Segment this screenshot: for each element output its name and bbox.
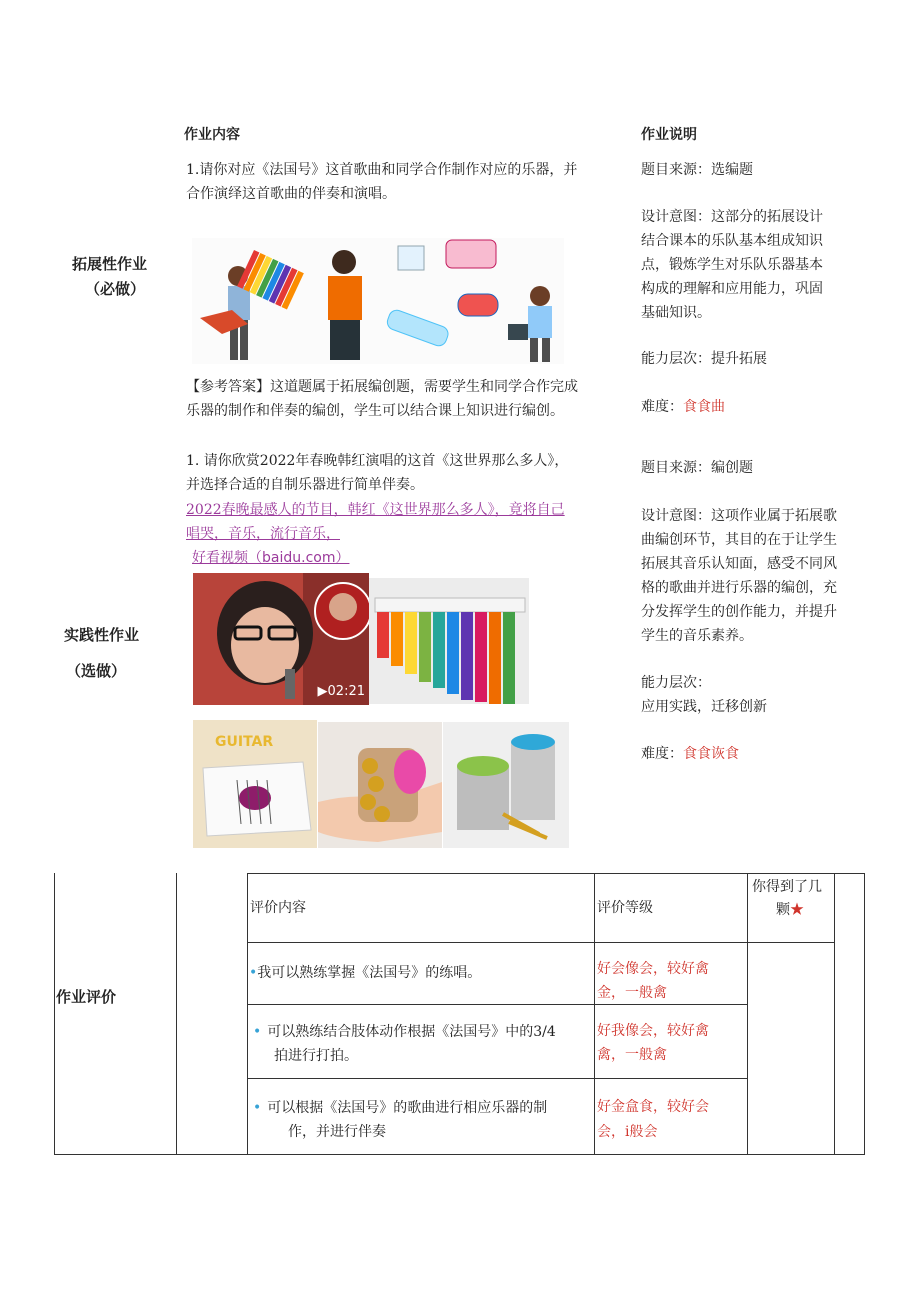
eval-header-grade: 评价等级 (597, 900, 653, 916)
eval-table-top-border (247, 873, 865, 874)
section1-intent-5: 基础知识。 (641, 305, 711, 321)
eval-table-divider (834, 873, 835, 1155)
content-header: 作业内容 (184, 127, 240, 143)
eval-table-header-border (247, 942, 834, 943)
eval-row3-content-line1 (253, 1096, 547, 1120)
section2-difficulty (641, 742, 739, 766)
evaluation-label: 作业评价 (56, 988, 117, 1006)
eval-header-content: 评价内容 (250, 900, 306, 916)
eval-header-stars-text: 颗 (776, 902, 790, 918)
eval-row1-grade-line1: 好会像会，较好禽 (597, 961, 709, 977)
eval-row2-content-line1 (253, 1020, 556, 1044)
section2-level-label: 能力层次： (641, 675, 711, 691)
section1-label: 拓展性作业 (72, 255, 148, 273)
instruments-image (192, 238, 564, 364)
difficulty-label: 难度： (641, 399, 683, 415)
section1-level: 能力层次：提升拓展 (641, 351, 767, 367)
section2-intent-1: 设计意图：这项作业属于拓展歌 (641, 508, 837, 524)
eval-row1-grade-line2: 金，一般禽 (597, 985, 667, 1001)
section2-sublabel: （选做） (66, 662, 127, 680)
section2-intent-2: 曲编创环节，其目的在于让学生 (641, 532, 837, 548)
eval-row2-content-line2: 拍进行打拍。 (274, 1048, 358, 1064)
video-duration: ▶02:21 (317, 684, 365, 699)
section2-question-line2: 并选择合适的自制乐器进行简单伴奏。 (186, 477, 424, 493)
eval-row2-text: 可以熟练结合肢体动作根据《法国号》中的3/4 (267, 1024, 556, 1040)
eval-row2-grade-line2: 禽，一般禽 (597, 1047, 667, 1063)
video-link-line3[interactable]: 好看视频（baidu.com） (192, 550, 350, 566)
section1-intent-4: 构成的理解和应用能力，巩固 (641, 281, 823, 297)
section1-intent-2: 结合课本的乐队基本组成知识 (641, 233, 823, 249)
bell-bracelet-image (318, 722, 442, 848)
eval-header-stars-line2 (776, 898, 804, 922)
eval-row2-grade-line1: 好我像会，较好禽 (597, 1023, 709, 1039)
section1-sublabel: （必做） (85, 280, 146, 298)
eval-table-divider (247, 873, 248, 1155)
section2-intent-4: 格的歌曲并进行乐器的编创，充 (641, 580, 837, 596)
section1-intent-3: 点，锻炼学生对乐队乐器基本 (641, 257, 823, 273)
eval-header-stars-line1: 你得到了几 (752, 879, 822, 895)
section2-intent-5: 分发挥学生的创作能力，并提升 (641, 604, 837, 620)
eval-table-divider (747, 873, 748, 1155)
bullet-icon: • (253, 1100, 262, 1116)
section1-answer-line1: 【参考答案】这道题属于拓展编创题，需要学生和同学合作完成 (186, 379, 578, 395)
section1-answer-line2: 乐器的制作和伴奏的编创，学生可以结合课上知识进行编创。 (186, 403, 564, 419)
video-link-line2[interactable]: 唱哭，音乐，流行音乐， (186, 526, 340, 542)
difficulty-value: 食食诙食 (683, 746, 739, 762)
section2-intent-6: 学生的音乐素养。 (641, 628, 753, 644)
section1-question-line2: 合作演绎这首歌曲的伴奏和演唱。 (186, 186, 396, 202)
section2-source: 题目来源：编创题 (641, 460, 753, 476)
video-link-line1[interactable]: 2022春晚最感人的节目，韩红《这世界那么多人》，竟将自己 (186, 502, 565, 518)
section2-label: 实践性作业 (64, 626, 140, 644)
section2-level-value: 应用实践，迁移创新 (641, 699, 767, 715)
section2-intent-3: 拓展其音乐认知面，感受不同风 (641, 556, 837, 572)
eval-table-right-border (864, 873, 865, 1155)
notes-header: 作业说明 (641, 127, 697, 143)
svg-text:GUITAR: GUITAR (215, 734, 274, 750)
eval-row3-grade-line2: 会，i般会 (597, 1124, 658, 1140)
eval-table-left-border (54, 873, 55, 1155)
section1-source: 题目来源：选编题 (641, 162, 753, 178)
eval-row3-grade-line1: 好金盒食，较好会 (597, 1099, 709, 1115)
star-icon: ★ (790, 902, 804, 918)
eval-table-divider (176, 873, 177, 1155)
eval-table-divider (594, 873, 595, 1155)
eval-row3-content-line2: 作，并进行伴奏 (288, 1124, 386, 1140)
video-thumbnail[interactable] (193, 573, 369, 705)
difficulty-value: 食食曲 (683, 399, 725, 415)
difficulty-label: 难度： (641, 746, 683, 762)
eval-row3-text: 可以根据《法国号》的歌曲进行相应乐器的制 (267, 1100, 548, 1116)
section2-question-line1: 1. 请你欣赏2022年春晚韩红演唱的这首《这世界那么多人》， (186, 453, 569, 469)
bullet-icon: • (253, 1024, 262, 1040)
section1-difficulty (641, 395, 725, 419)
section1-intent-1: 设计意图：这部分的拓展设计 (641, 209, 823, 225)
eval-table-row-border (247, 1078, 747, 1079)
eval-table-row-border (247, 1004, 747, 1005)
drum-cans-image (443, 722, 569, 848)
guitar-box-image (193, 720, 317, 848)
section1-question-line1: 1.请你对应《法国号》这首歌曲和同学合作制作对应的乐器，并 (186, 162, 578, 178)
tube-instrument-image (369, 578, 529, 704)
eval-row1-content (249, 961, 481, 985)
bullet-icon: • (249, 965, 258, 981)
eval-row1-text: 我可以熟练掌握《法国号》的练唱。 (257, 965, 482, 981)
